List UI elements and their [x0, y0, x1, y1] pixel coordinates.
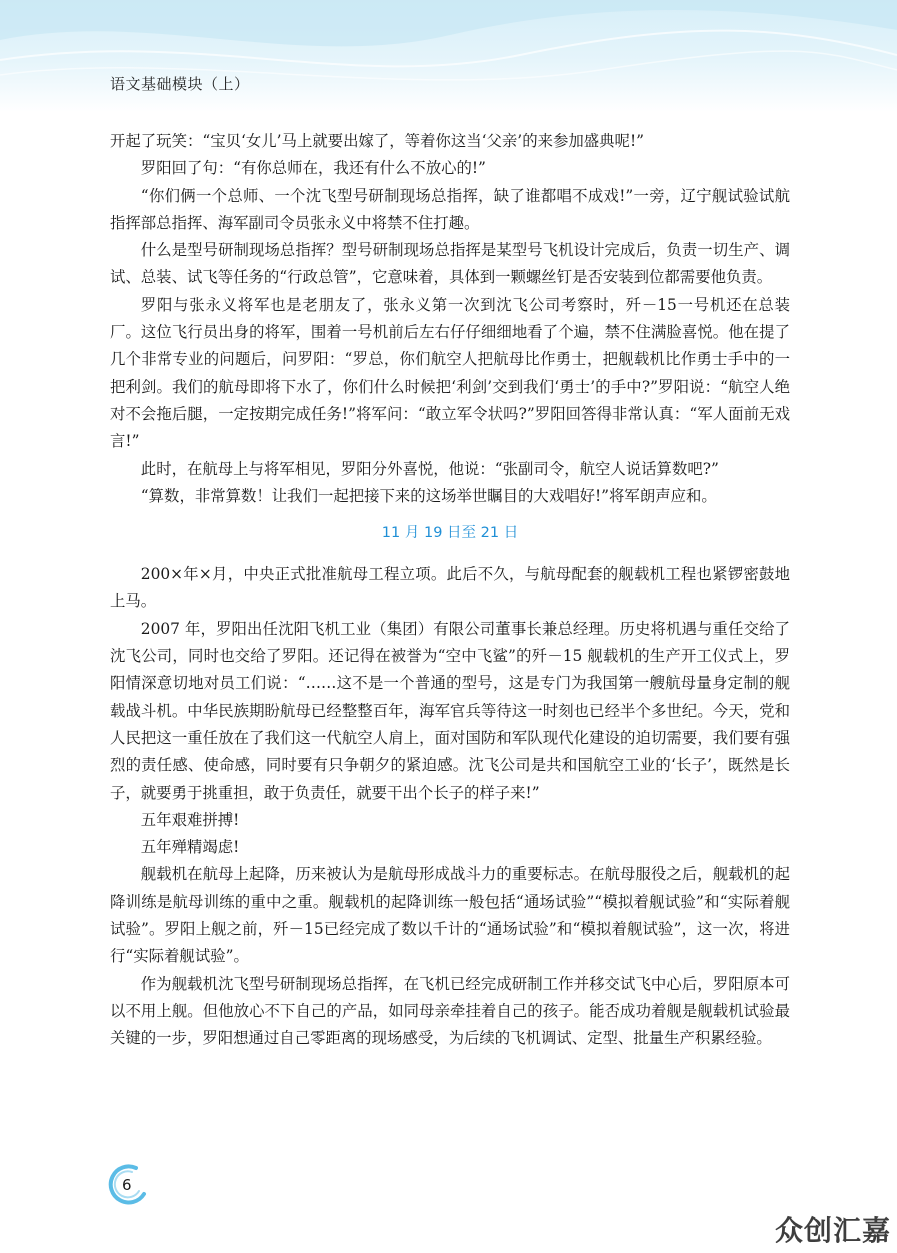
- article-body: [110, 128, 790, 1053]
- paragraph: 200×年×月，中央正式批准航母工程立项。此后不久，与航母配套的舰载机工程也紧锣密鼓地上马。: [110, 565, 790, 611]
- paragraph: 舰载机在航母上起降，历来被认为是航母形成战斗力的重要标志。在航母服役之后，舰载机的起降训练是航母训练的重中之重。舰载机的起降训练一般包括“通场试验”“模拟着舰试验”和“实际着舰试验”。罗阳上舰之前，歼－15已经完成了数以千计的“通场试验”和“模拟着舰试验”，这一次，将进行“实际着舰试验”。: [110, 865, 790, 966]
- paragraph: 罗阳回了句：“有你总师在，我还有什么不放心的!”: [140, 159, 486, 178]
- paragraph: “算数，非常算数！让我们一起把接下来的这场举世瞩目的大戏唱好!”将军朗声应和。: [140, 486, 717, 505]
- paragraph: “你们俩一个总师、一个沈飞型号研制现场总指挥，缺了谁都唱不成戏!”一旁，辽宁舰试验试航指挥部总指挥、海军副司令员张永义中将禁不住打趣。: [110, 186, 790, 232]
- paragraph: 此时，在航母上与将军相见，罗阳分外喜悦，他说：“张副司令，航空人说话算数吧?”: [140, 459, 719, 478]
- wave-decoration-icon: [0, 0, 897, 112]
- header-band: [0, 0, 897, 112]
- page-number: 6: [122, 1176, 132, 1194]
- section-heading: 11 月 19 日至 21 日: [381, 525, 519, 542]
- paragraph: 五年殚精竭虑!: [140, 838, 240, 857]
- paragraph: 作为舰载机沈飞型号研制现场总指挥，在飞机已经完成研制工作并移交试飞中心后，罗阳原本可以不用上舰。但他放心不下自己的产品，如同母亲牵挂着自己的孩子。能否成功着舰是舰载机试验最关键的一步，罗阳想通过自己零距离的现场感受，为后续的飞机调试、定型、批量生产积累经验。: [110, 974, 790, 1048]
- watermark-logo: 众创汇嘉: [774, 1214, 891, 1247]
- paragraph: 开起了玩笑：“宝贝‘女儿’马上就要出嫁了，等着你这当‘父亲’的来参加盛典呢!”: [110, 132, 644, 150]
- paragraph: 什么是型号研制现场总指挥？型号研制现场总指挥是某型号飞机设计完成后，负责一切生产、调试、总装、试飞等任务的“行政总管”，它意味着，具体到一颗螺丝钉是否安装到位都需要他负责。: [110, 241, 790, 287]
- paragraph: 五年艰难拼搏!: [140, 810, 240, 829]
- page-header-title: 语文基础模块（上）: [110, 75, 250, 93]
- paragraph: 罗阳与张永义将军也是老朋友了，张永义第一次到沈飞公司考察时，歼－15一号机还在总装厂。这位飞行员出身的将军，围着一号机前后左右仔仔细细地看了个遍，禁不住满脸喜悦。他在提了几个非常专业的问题后，问罗阳：“罗总，你们航空人把航母比作勇士，把舰载机比作勇士手中的一把利剑。我们的航母即将下水了，你们什么时候把‘利剑’交到我们‘勇士’的手中?”罗阳说：“航空人绝对不会拖后腿，一定按期完成任务!”将军问：“敢立军令状吗?”罗阳回答得非常认真：“军人面前无戏言!”: [110, 295, 790, 451]
- paragraph: 2007 年，罗阳出任沈阳飞机工业（集团）有限公司董事长兼总经理。历史将机遇与重任交给了沈飞公司，同时也交给了罗阳。还记得在被誉为“空中飞鲨”的歼－15 舰载机的生产开工仪式上，罗阳情深意切地对员工们说：“……这不是一个普通的型号，这是专门为我国第一艘航母量身定制的舰载战斗机。中华民族期盼航母已经整整百年，海军官兵等待这一时刻也已经半个多世纪。今天，党和人民把这一重任放在了我们这一代航空人肩上，面对国防和军队现代化建设的迫切需要，我们要有强烈的责任感、使命感，同时要有只争朝夕的紧迫感。沈飞公司是共和国航空工业的‘长子’，既然是长子，就要勇于挑重担，敢于负责任，就要干出个长子的样子来!”: [110, 619, 790, 802]
